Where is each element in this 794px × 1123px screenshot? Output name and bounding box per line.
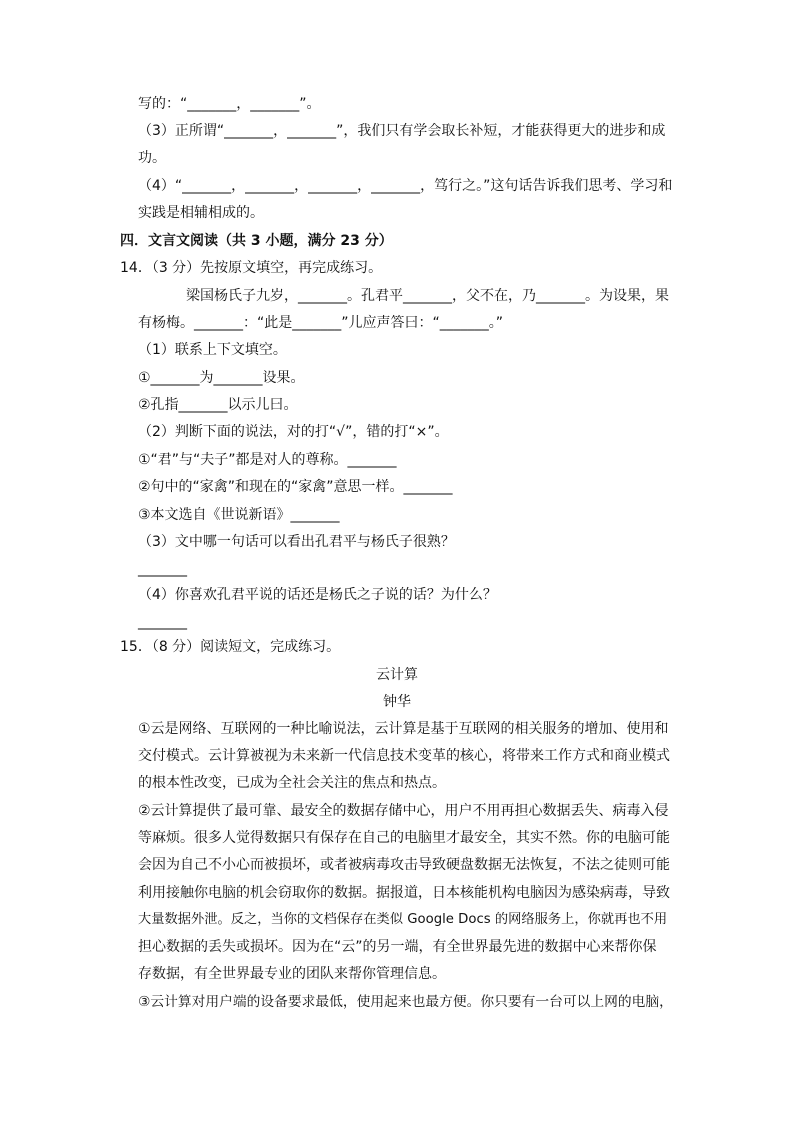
text-line: ③本文选自《世说新语》_______ [138, 507, 340, 523]
text-line: （4）“_______，_______，_______，_______，笃行之。”这句话告诉我们思考、学习和 [138, 178, 673, 194]
question-heading: 14．（3 分）先按原文填空，再完成练习。 [120, 260, 383, 276]
text-line: （2）判断下面的说法，对的打“√”，错的打“×”。 [138, 424, 449, 440]
text-line: ①_______为_______设果。 [138, 370, 305, 386]
text-line: 功。 [138, 150, 166, 166]
answer-blank: _______ [138, 614, 187, 630]
text-line: （3）文中哪一句话可以看出孔君平与杨氏子很熟？ [138, 534, 455, 550]
paragraph-line: 存数据，有全世界最专业的团队来帮你管理信息。 [138, 966, 446, 982]
article-title: 云计算 [376, 667, 418, 683]
text-line: 有杨梅。_______：“此是_______”儿应声答曰：“_______。” [138, 315, 504, 331]
paragraph-line: 利用接触你电脑的机会窃取你的数据。据报道，日本核能机构电脑因为感染病毒，导致 [138, 885, 670, 901]
paragraph-line: 担心数据的丢失或损坏。因为在“云”的另一端，有全世界最先进的数据中心来帮你保 [138, 939, 657, 955]
text-line: 写的：“_______，_______”。 [138, 96, 321, 112]
paragraph-line: 的根本性改变，已成为全社会关注的焦点和热点。 [138, 775, 446, 791]
answer-blank: _______ [138, 561, 187, 577]
section-heading: 四．文言文阅读（共 3 小题，满分 23 分） [120, 233, 393, 249]
paragraph-line: 交付模式。云计算被视为未来新一代信息技术变革的核心，将带来工作方式和商业模式 [138, 748, 670, 764]
paragraph-line: ②云计算提供了最可靠、最安全的数据存储中心，用户不用再担心数据丢失、病毒入侵 [138, 803, 669, 819]
text-line: （3）正所谓“_______，_______”，我们只有学会取长补短，才能获得更大的进步和成 [138, 123, 666, 139]
text-line: 实践是相辅相成的。 [138, 205, 264, 221]
text-line: （1）联系上下文填空。 [138, 342, 287, 358]
paragraph-line: ①云是网络、互联网的一种比喻说法，云计算是基于互联网的相关服务的增加、使用和 [138, 721, 669, 737]
paragraph-line: 大量数据外泄。反之，当你的文档保存在类似 Google Docs 的网络服务上，你就再也不用 [138, 912, 668, 927]
paragraph-line: 等麻烦。很多人觉得数据只有保存在自己的电脑里才最安全，其实不然。你的电脑可能 [138, 830, 670, 846]
text-line: ①“君”与“夫子”都是对人的尊称。_______ [138, 452, 397, 468]
text-line: 梁国杨氏子九岁，_______。孔君平_______，父不在，乃_______。为设果，果 [186, 288, 669, 304]
text-line: （4）你喜欢孔君平说的话还是杨氏之子说的话？为什么？ [138, 587, 497, 603]
article-author: 钟华 [383, 694, 411, 710]
text-line: ②孔指_______以示儿曰。 [138, 397, 298, 413]
text-line: ②句中的“家禽”和现在的“家禽”意思一样。_______ [138, 479, 453, 495]
paragraph-line: ③云计算对用户端的设备要求最低，使用起来也最方便。你只要有一台可以上网的电脑， [138, 994, 673, 1010]
paragraph-line: 会因为自己不小心而被损坏，或者被病毒攻击导致硬盘数据无法恢复，不法之徒则可能 [138, 857, 670, 873]
question-heading: 15．（8 分）阅读短文，完成练习。 [120, 639, 341, 655]
